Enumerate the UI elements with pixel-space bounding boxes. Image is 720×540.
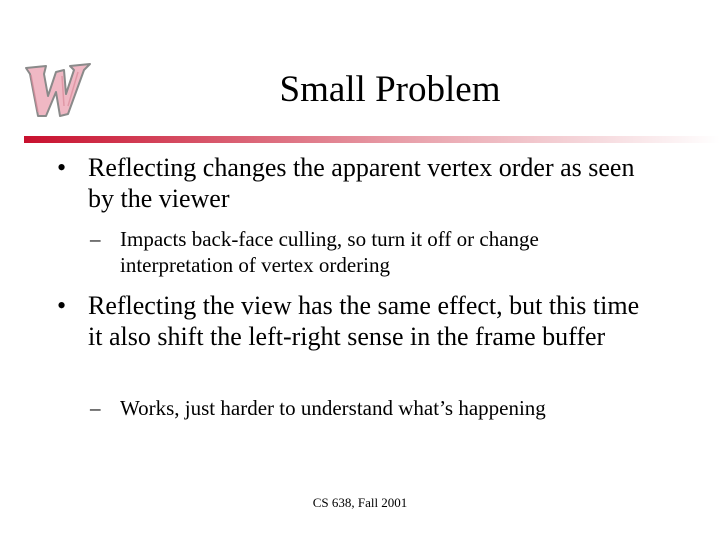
sub-bullet-item xyxy=(90,395,640,421)
bullet-item xyxy=(57,290,648,352)
wisconsin-w-logo-icon xyxy=(22,56,92,122)
sub-bullet-text: Works, just harder to understand what’s happening xyxy=(120,396,546,420)
bullet-marker: • xyxy=(57,153,67,182)
bullet-marker: • xyxy=(57,291,67,320)
sub-bullet-item xyxy=(90,226,640,278)
slide-title: Small Problem xyxy=(279,69,501,110)
title-underline xyxy=(24,130,720,137)
slide-footer: CS 638, Fall 2001 xyxy=(312,495,408,510)
sub-bullet-text: Impacts back-face culling, so turn it off or change interpretation of vertex ordering xyxy=(120,227,539,277)
sub-bullet-marker: – xyxy=(90,396,101,420)
sub-bullet-marker: – xyxy=(90,227,101,251)
bullet-text: Reflecting changes the apparent vertex order as seen by the viewer xyxy=(88,153,635,213)
bullet-item xyxy=(57,152,648,214)
bullet-text: Reflecting the view has the same effect, but this time it also shift the left-right sense in the frame buffer xyxy=(88,291,640,351)
